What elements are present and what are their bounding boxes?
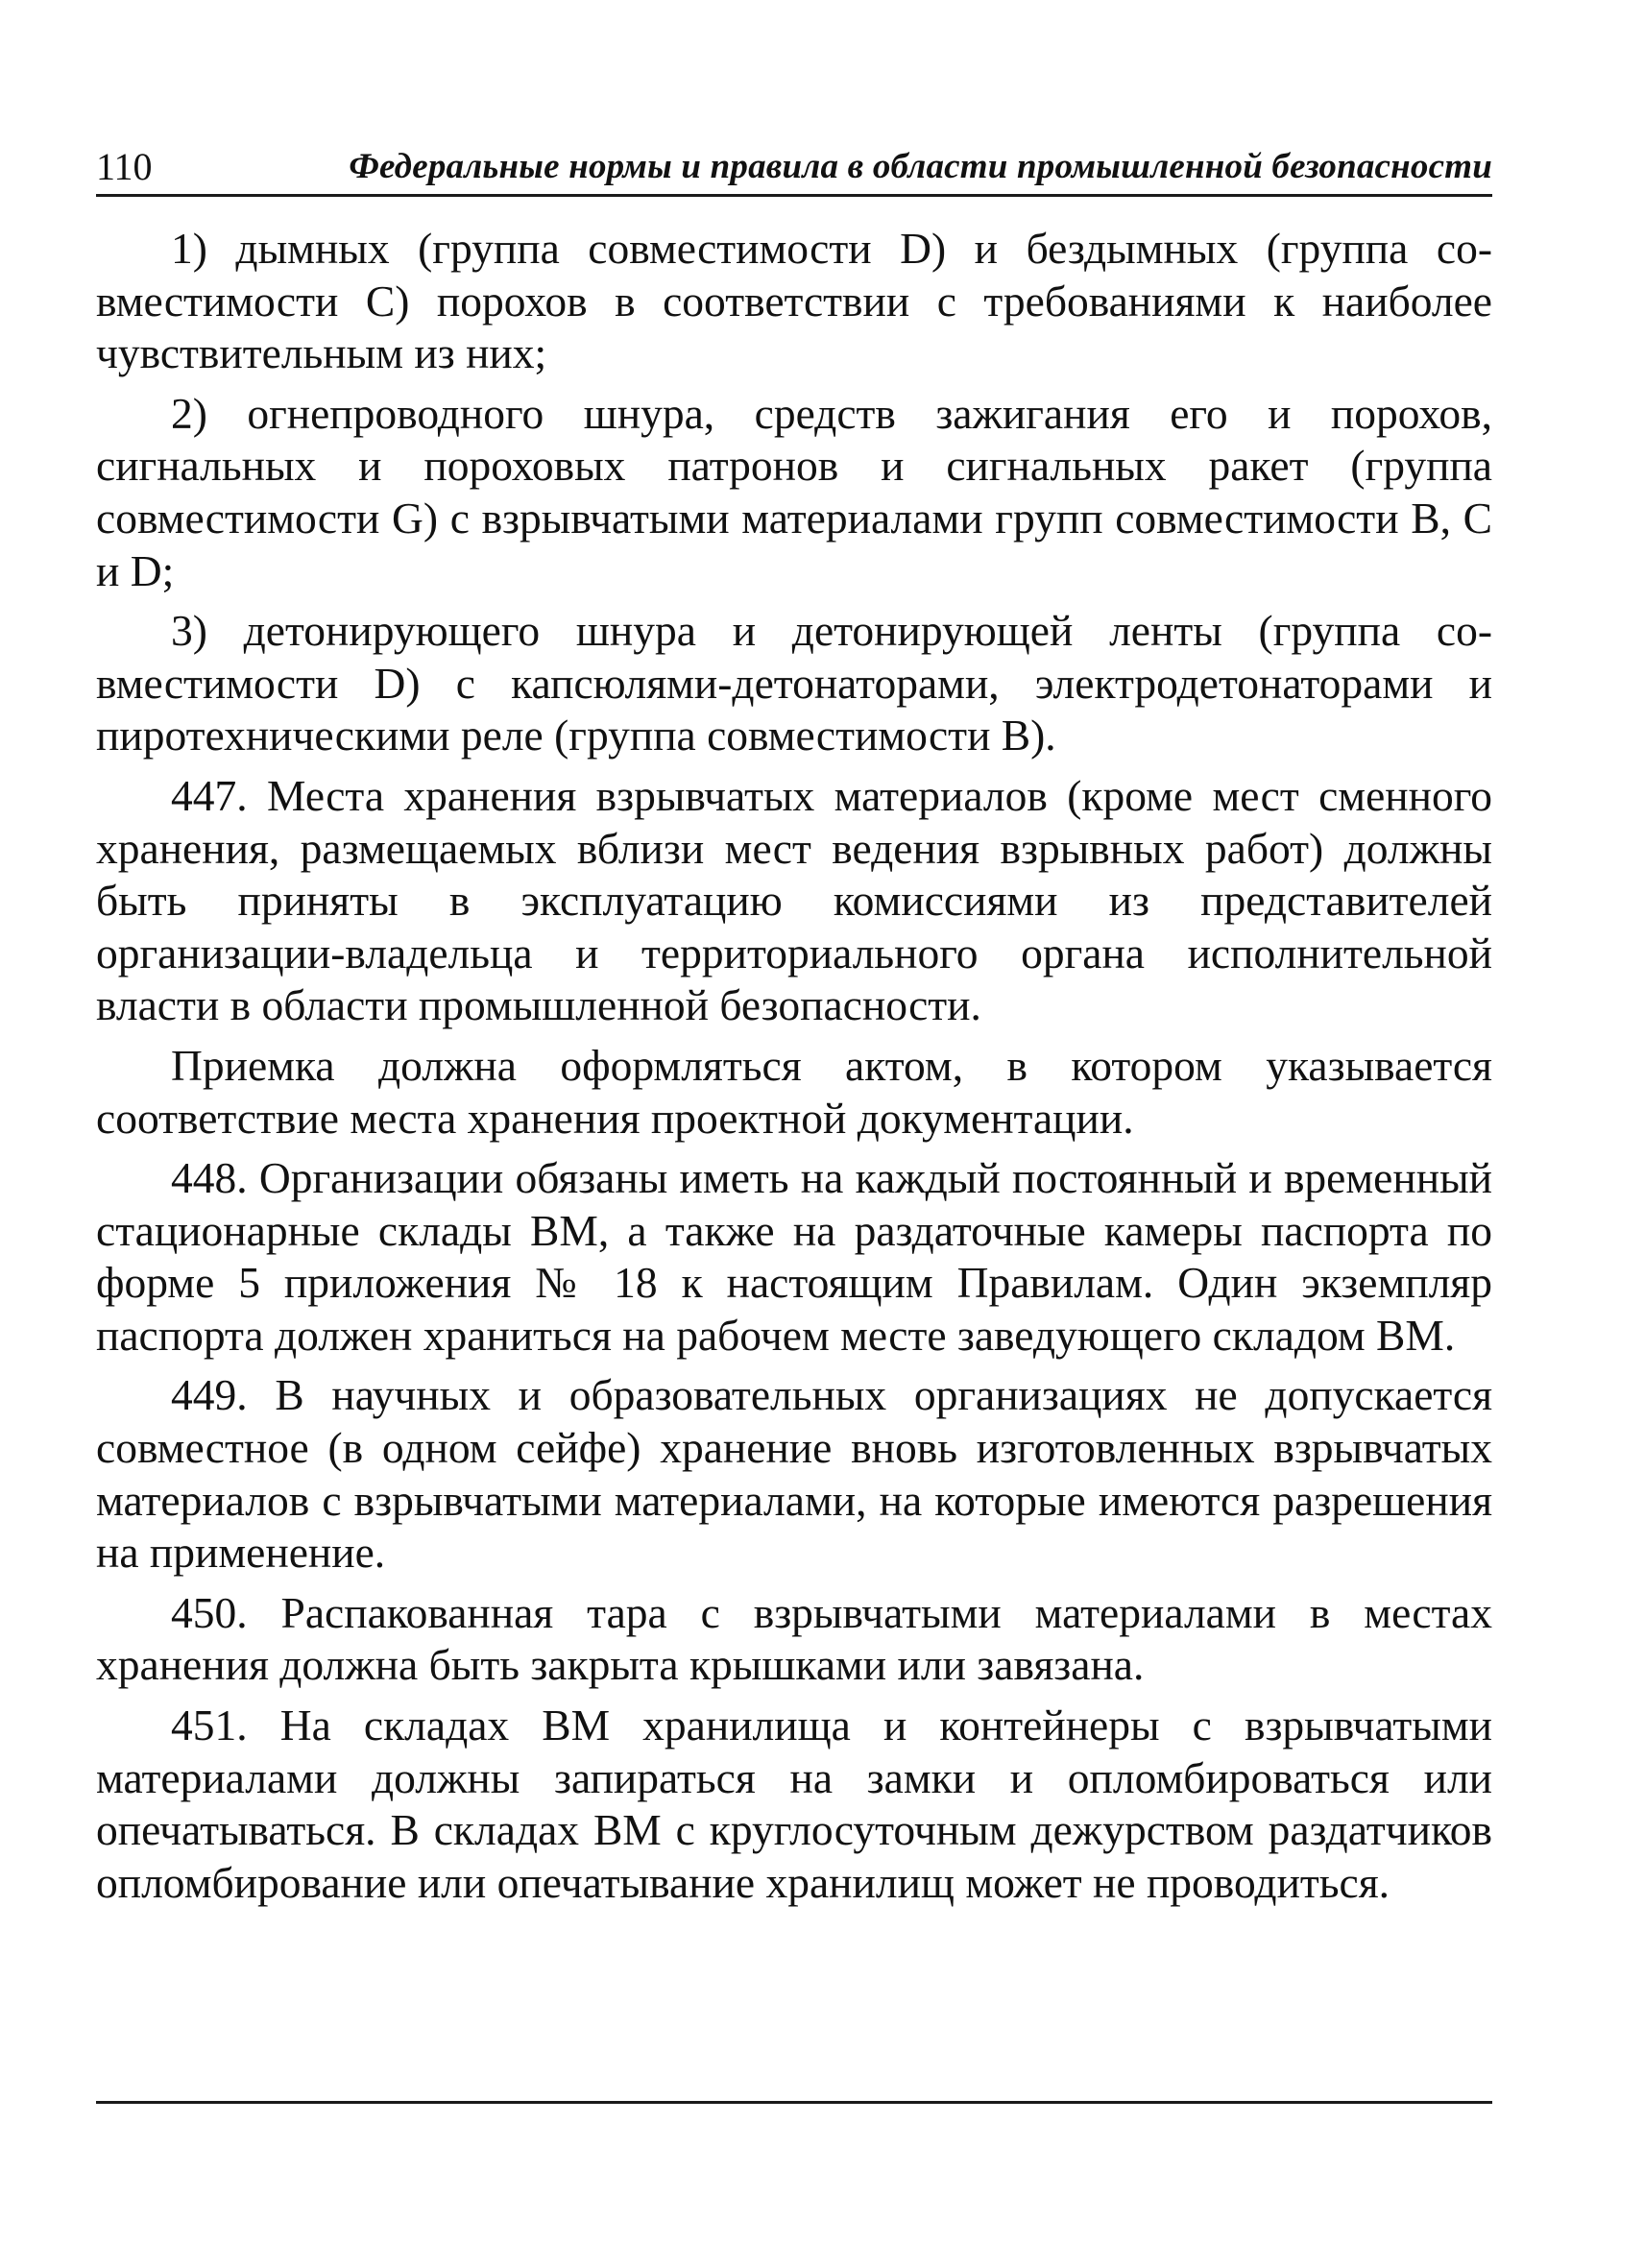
bottom-rule bbox=[96, 2101, 1492, 2104]
paragraph-447: 447. Места хранения взрывчатых материалов (кроме мест сменного хранения, размещаемых вблизи мест ведения взрывных работ) должны быть приняты в эксплуатацию комиссиями из представителей организации-владельца и территориального органа исполнительной власти в области промышленной безопасности. bbox=[96, 770, 1492, 1030]
paragraph-item-3: 3) детонирующего шнура и детонирующей ленты (группа совместимости D) с капсюлями-детонаторами, электродетонаторами и пиротехническими реле (группа совместимости B). bbox=[96, 606, 1492, 760]
running-title: Федеральные нормы и правила в области промышленной безопасности bbox=[349, 147, 1492, 186]
paragraph-item-1: 1) дымных (группа совместимости D) и бездымных (группа совместимости C) порохов в соответствии с требованиями к наиболее чувствительным из них; bbox=[96, 224, 1492, 378]
page-number: 110 bbox=[96, 145, 153, 188]
paragraph-448: 448. Организации обязаны иметь на каждый постоянный и временный стационарные склады ВМ, а также на раздаточные камеры паспорта по форме 5 приложения № 18 к настоящим Правилам. Один экземпляр паспорта должен храниться на рабочем месте заведующего складом ВМ. bbox=[96, 1153, 1492, 1360]
running-header bbox=[96, 144, 1492, 197]
paragraph-447-acceptance: Приемка должна оформляться актом, в котором указывается соответствие места хранения проектной документации. bbox=[96, 1040, 1492, 1143]
body-text bbox=[96, 223, 1492, 1917]
paragraph-451: 451. На складах ВМ хранилища и контейнеры с взрывчатыми материалами должны запираться на замки и опломбироваться или опечатываться. В складах ВМ с круглосуточным дежурством раздатчиков опломбирование или опечатывание хранилищ может не проводиться. bbox=[96, 1701, 1492, 1907]
paragraph-449: 449. В научных и образовательных организациях не допускается совместное (в одном сейфе) хранение вновь изготовленных взрывчатых материалов с взрывчатыми материалами, на которые имеются разрешения на применение. bbox=[96, 1370, 1492, 1578]
paragraph-450: 450. Распакованная тара с взрывчатыми материалами в местах хранения должна быть закрыта крышками или завязана. bbox=[96, 1587, 1492, 1690]
paragraph-item-2: 2) огнепроводного шнура, средств зажигания его и порохов, сигнальных и пороховых патронов и сигнальных ракет (группа совместимости G) с взрывчатыми материалами групп совместимости B, C и D; bbox=[96, 388, 1492, 595]
